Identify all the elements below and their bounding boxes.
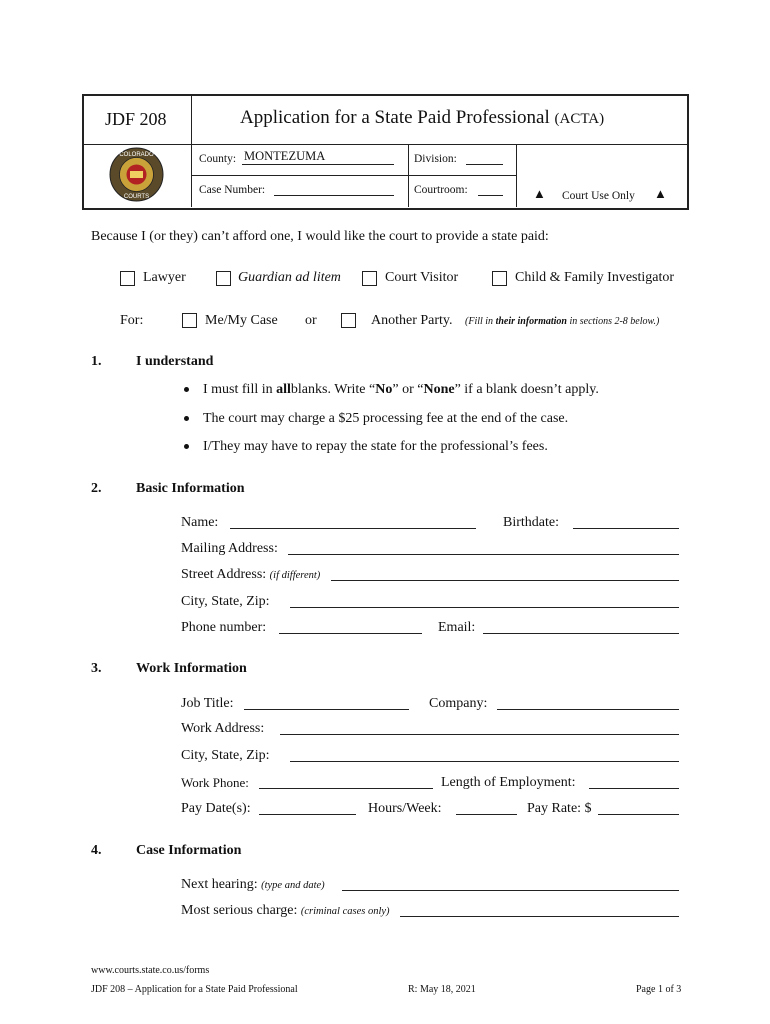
next-hearing-text: Next hearing: (181, 877, 258, 892)
guardian-label: Guardian ad litem (238, 270, 341, 285)
section-2-title: Basic Information (136, 481, 245, 496)
company-label: Company: (429, 696, 488, 711)
mailing-field[interactable] (288, 554, 679, 555)
colorado-courts-seal (109, 147, 164, 202)
b1-all: all (276, 382, 291, 397)
footer-page: Page 1 of 3 (636, 984, 682, 995)
next-hearing-field[interactable] (342, 890, 679, 891)
header-divider-right (516, 145, 517, 207)
street-label-text: Street Address: (181, 567, 267, 582)
hours-field[interactable] (456, 814, 517, 815)
length-field[interactable] (589, 788, 679, 789)
intro-text: Because I (or they) can’t afford one, I would like the court to provide a state paid: (91, 229, 549, 244)
court-use-only-label: Court Use Only (562, 190, 635, 202)
phone-field[interactable] (279, 633, 422, 634)
work-city-label: City, State, Zip: (181, 748, 270, 763)
division-label: Division: (414, 153, 457, 165)
cfi-label: Child & Family Investigator (515, 270, 675, 285)
form-title (240, 107, 604, 129)
section-4-number: 4. (91, 843, 102, 858)
next-hearing-label (181, 877, 325, 893)
form-title-text: Application for a State Paid Professional (240, 107, 550, 128)
bullet-3 (184, 444, 189, 449)
cfi-checkbox[interactable] (492, 271, 507, 286)
header-divider-row (192, 175, 516, 176)
note-bold: their information (495, 316, 567, 327)
another-party-label: Another Party. (371, 313, 453, 328)
footer-form-line: JDF 208 – Application for a State Paid Professional (91, 984, 298, 995)
division-field[interactable] (466, 164, 503, 165)
me-label: Me/My Case (205, 313, 278, 328)
b1-pre: I must fill in (203, 382, 273, 397)
courtroom-field[interactable] (478, 195, 503, 196)
pay-rate-field[interactable] (598, 814, 679, 815)
case-number-label: Case Number: (199, 184, 266, 196)
section-1-title: I understand (136, 354, 214, 369)
county-underline (242, 164, 394, 165)
b1-post: ” if a blank doesn’t apply. (454, 382, 599, 397)
note-pre: (Fill in (465, 316, 494, 327)
understand-item-2: The court may charge a $25 processing fee at the end of the case. (203, 411, 569, 426)
pay-rate-label: Pay Rate: $ (527, 801, 592, 816)
name-field[interactable] (230, 528, 476, 529)
note-post: in sections 2-8 below.) (569, 316, 660, 327)
court-visitor-checkbox[interactable] (362, 271, 377, 286)
county-label: County: (199, 153, 237, 165)
another-party-checkbox[interactable] (341, 313, 356, 328)
header-divider-mid (408, 145, 409, 207)
lawyer-checkbox[interactable] (120, 271, 135, 286)
understand-item-3: I/They may have to repay the state for the professional’s fees. (203, 439, 548, 454)
name-label: Name: (181, 515, 219, 530)
form-title-suffix: (ACTA) (554, 111, 605, 127)
charge-note: (criminal cases only) (300, 906, 390, 917)
section-1-number: 1. (91, 354, 102, 369)
length-label: Length of Employment: (441, 775, 576, 790)
footer-revision: R: May 18, 2021 (408, 984, 476, 995)
bullet-1 (184, 387, 189, 392)
section-3-number: 3. (91, 661, 102, 676)
bullet-2 (184, 416, 189, 421)
charge-label (181, 903, 390, 919)
work-address-label: Work Address: (181, 721, 265, 736)
street-label (181, 567, 320, 583)
case-number-field[interactable] (274, 195, 394, 196)
up-arrow-right-icon: ▲ (654, 186, 667, 201)
b1-or: ” or “ (392, 382, 424, 397)
charge-text: Most serious charge: (181, 903, 298, 918)
street-label-note: (if different) (269, 570, 321, 581)
city-field[interactable] (290, 607, 679, 608)
b1-none: None (423, 382, 455, 397)
section-2-number: 2. (91, 481, 102, 496)
header-divider-top (82, 144, 687, 145)
for-label: For: (120, 313, 144, 328)
section-4-title: Case Information (136, 843, 242, 858)
understand-item-1 (203, 382, 599, 398)
next-hearing-note: (type and date) (261, 880, 325, 891)
me-checkbox[interactable] (182, 313, 197, 328)
court-visitor-label: Court Visitor (385, 270, 459, 285)
birthdate-field[interactable] (573, 528, 679, 529)
work-city-field[interactable] (290, 761, 679, 762)
charge-field[interactable] (400, 916, 679, 917)
city-label: City, State, Zip: (181, 594, 270, 609)
pay-dates-label: Pay Date(s): (181, 801, 251, 816)
job-title-field[interactable] (244, 709, 409, 710)
hours-label: Hours/Week: (368, 801, 442, 816)
birthdate-label: Birthdate: (503, 515, 559, 530)
work-address-field[interactable] (280, 734, 679, 735)
footer-url: www.courts.state.co.us/forms (91, 965, 210, 976)
guardian-checkbox[interactable] (216, 271, 231, 286)
street-field[interactable] (331, 580, 679, 581)
lawyer-label: Lawyer (143, 270, 186, 285)
seal-bottom-text: COURTS (123, 194, 150, 200)
b1-no: No (375, 382, 393, 397)
email-label: Email: (438, 620, 476, 635)
b1-mid: blanks. Write “ (290, 382, 376, 397)
pay-dates-field[interactable] (259, 814, 356, 815)
job-title-label: Job Title: (181, 696, 234, 711)
phone-label: Phone number: (181, 620, 267, 635)
up-arrow-left-icon: ▲ (533, 186, 546, 201)
or-label: or (305, 313, 317, 328)
courtroom-label: Courtroom: (414, 184, 468, 196)
email-field[interactable] (483, 633, 679, 634)
work-phone-field[interactable] (259, 788, 433, 789)
header-divider-left (191, 96, 192, 207)
work-phone-label: Work Phone: (181, 775, 249, 790)
another-party-note (465, 316, 659, 327)
seal-top-text: COLORADO (119, 152, 154, 158)
section-3-title: Work Information (136, 661, 247, 676)
company-field[interactable] (497, 709, 679, 710)
mailing-label: Mailing Address: (181, 541, 278, 556)
county-field[interactable]: MONTEZUMA (244, 149, 326, 163)
form-id: JDF 208 (105, 109, 167, 129)
